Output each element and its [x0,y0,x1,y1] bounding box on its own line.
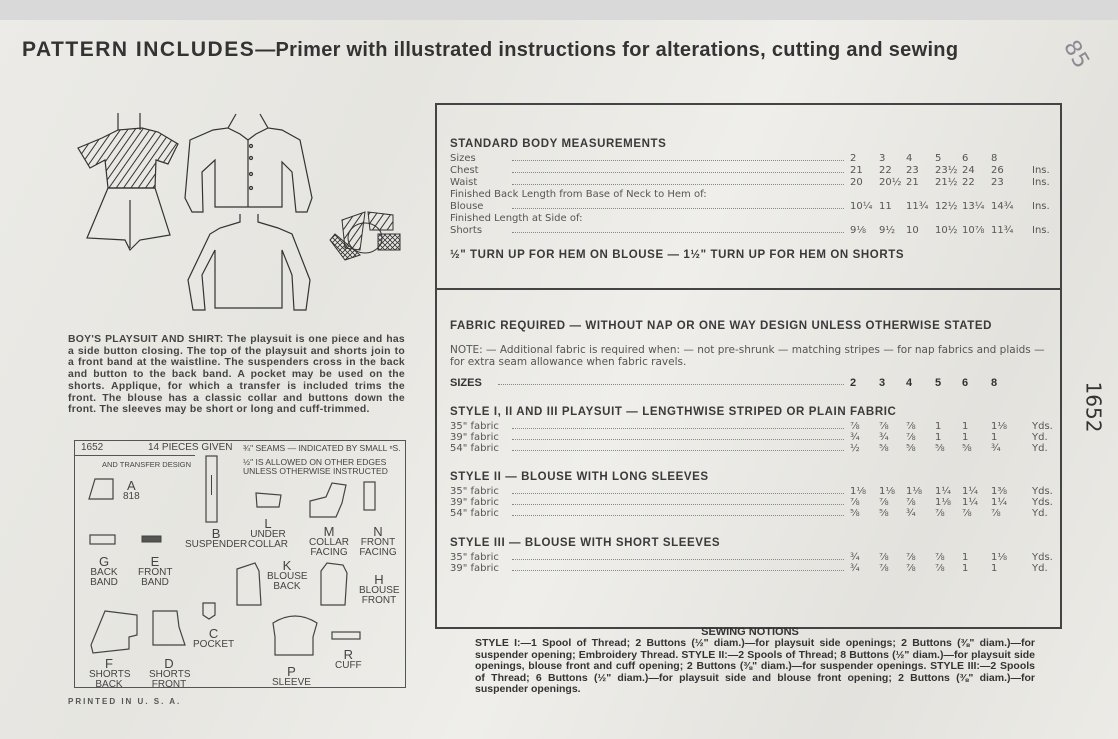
leader-dots [512,493,844,494]
box-divider [75,455,195,456]
piece-d: D SHORTS FRONT [149,656,191,690]
pattern-number: 1652 [1081,381,1106,433]
row-value: ⅝ [906,443,916,454]
section-divider [437,288,1060,290]
row-value: 21 [906,177,919,188]
row-unit: Yds. [1032,421,1053,432]
sewing-notions-title: SEWING NOTIONS [701,626,799,638]
row-unit: Ins. [1032,201,1050,212]
row-value: 10½ [935,225,958,236]
fabric-note: NOTE: — Additional fabric is required when: — not pre-shrunk — matching stripes — for nap fabrics and plaids — for extra seam allowance when fabric ravels. [450,344,1045,368]
piece-f: F SHORTS BACK [89,656,131,690]
leader-dots [512,504,844,505]
row-value: ¾ [850,563,860,574]
row-value: 3 [879,153,886,164]
row-value: 1¼ [962,497,979,508]
row-value: ¾ [906,508,916,519]
table-row [450,153,1050,165]
row-value: 21½ [935,177,958,188]
row-value: ⅞ [935,552,945,563]
leader-dots [512,450,844,451]
row-unit: Yds. [1032,552,1053,563]
piece-p: P SLEEVE [272,664,311,688]
row-value: 26 [991,165,1004,176]
row-label: Chest [450,165,479,176]
table-row [450,213,1050,225]
body-measurements-title: STANDARD BODY MEASUREMENTS [450,138,667,150]
handwritten-stamp: 85 [1058,36,1094,73]
shirt-back-illustration [188,214,310,310]
row-value: ⅞ [906,497,916,508]
piece-n: N FRONT FACING [359,524,397,558]
row-value: ⅞ [906,563,916,574]
fabric-required-title: FABRIC REQUIRED — WITHOUT NAP OR ONE WAY DESIGN UNLESS OTHERWISE STATED [450,320,993,332]
row-value: ⅞ [906,421,916,432]
row-value: 1 [935,421,942,432]
row-value: 1 [962,421,969,432]
row-value: ⅞ [879,497,889,508]
piece-k-shape [235,561,263,606]
row-value: ⅝ [935,443,945,454]
row-label: 54" fabric [450,508,499,519]
row-value: ⅞ [850,497,860,508]
row-value: 9½ [879,225,896,236]
row-label: Shorts [450,225,483,236]
row-value: ⅞ [906,432,916,443]
row-value: ⅝ [879,443,889,454]
piece-m: M COLLAR FACING [308,524,349,558]
row-value: 1 [991,432,998,443]
row-value: 1¼ [991,497,1008,508]
row-value: 10 [906,225,919,236]
row-value: ¾ [991,443,1001,454]
row-value: 2 [850,153,857,164]
piece-h-shape [317,561,349,606]
row-label: Finished Back Length from Base of Neck to Hem of: [450,189,707,200]
piece-d-shape [151,609,187,649]
row-value: 8 [991,377,998,389]
garment-illustrations [60,100,420,320]
piece-r-shape [331,631,363,641]
row-value: 1 [962,432,969,443]
fabric-style-title: STYLE III — BLOUSE WITH SHORT SLEEVES [450,537,721,549]
row-value: ½ [850,443,860,454]
leader-dots [512,428,844,429]
playsuit-illustration [78,113,178,250]
row-label: Blouse [450,201,484,212]
fabric-style-title: STYLE I, II AND III PLAYSUIT — LENGTHWISE STRIPED OR PLAIN FABRIC [450,406,897,418]
table-row [450,377,1050,389]
table-row [450,225,1050,237]
piece-b-shape [205,455,219,525]
row-value: 8 [991,153,998,164]
row-value: 5 [935,377,942,389]
row-value: 1⅛ [906,486,923,497]
table-row [450,177,1050,189]
row-unit: Ins. [1032,165,1050,176]
leader-dots [512,208,844,209]
leader-dots [512,172,844,173]
pieces-given: 14 PIECES GIVEN [148,442,233,453]
seams-line-3: UNLESS OTHERWISE INSTRUCTED [243,466,388,476]
table-row [450,165,1050,177]
row-value: 1⅛ [991,421,1008,432]
pattern-pieces-box [74,440,406,688]
row-value: 2 [850,377,857,389]
row-value: 5 [935,153,942,164]
row-value: 20 [850,177,863,188]
row-value: 23½ [935,165,958,176]
row-label: 35" fabric [450,552,499,563]
row-value: 9⅛ [850,225,867,236]
leader-dots [512,515,844,516]
row-value: 1¼ [962,486,979,497]
row-value: 22 [962,177,975,188]
row-value: 1 [962,563,969,574]
table-row [450,443,1050,455]
leader-dots [512,439,844,440]
leader-dots [512,160,844,161]
row-value: ¾ [850,432,860,443]
description-title: BOY'S PLAYSUIT AND SHIRT: [68,334,224,345]
piece-r: R CUFF [335,647,362,671]
row-value: 11¾ [906,201,929,212]
row-unit: Yds. [1032,486,1053,497]
piece-a-shape [87,477,117,501]
row-value: 14¾ [991,201,1014,212]
seams-line-1: ¾" SEAMS — INDICATED BY SMALL ⁿS. [243,443,401,453]
piece-n-shape [363,481,377,513]
row-value: 11 [879,201,892,212]
row-value: 11¾ [991,225,1014,236]
row-value: 1 [991,563,998,574]
header-lead: PATTERN INCLUDES [22,38,256,61]
shirt-front-illustration [185,114,312,212]
row-label: Finished Length at Side of: [450,213,583,224]
row-unit: Yd. [1032,432,1048,443]
row-value: 1⅛ [935,497,952,508]
row-value: 13¼ [962,201,985,212]
row-unit: Yd. [1032,563,1048,574]
row-value: 3 [879,377,886,389]
leader-dots [512,570,844,571]
row-value: ¾ [850,552,860,563]
pieces-pattern-number: 1652 [81,442,104,453]
row-label: Sizes [450,153,476,164]
table-row [450,189,1050,201]
fabric-style-title: STYLE II — BLOUSE WITH LONG SLEEVES [450,471,709,483]
piece-m-shape [308,481,348,521]
piece-c: C POCKET [193,626,235,650]
piece-f-shape [89,609,141,655]
leader-dots [512,184,844,185]
row-value: ⅝ [962,443,972,454]
row-label: 39" fabric [450,432,499,443]
row-value: 23 [991,177,1004,188]
row-unit: Ins. [1032,177,1050,188]
row-value: ⅝ [850,508,860,519]
piece-h: H BLOUSE FRONT [359,572,400,606]
pattern-header [22,38,958,62]
pattern-description [68,334,405,416]
row-value: 1 [962,552,969,563]
leader-dots [512,559,844,560]
piece-p-shape [271,609,319,657]
table-row [450,563,1050,575]
row-label: 39" fabric [450,563,499,574]
printed-in-usa: PRINTED IN U. S. A. [68,697,182,706]
row-label: Waist [450,177,478,188]
row-label: SIZES [450,377,482,389]
row-value: ⅞ [879,552,889,563]
row-value: 1⅜ [991,486,1008,497]
row-value: 24 [962,165,975,176]
piece-l: L UNDER COLLAR [248,516,289,550]
leader-dots [512,232,844,233]
row-value: ⅞ [962,508,972,519]
row-unit: Yds. [1032,497,1053,508]
row-value: 10¼ [850,201,873,212]
row-value: 1⅛ [879,486,896,497]
row-value: 4 [906,377,913,389]
row-label: 35" fabric [450,421,499,432]
piece-e-shape [141,535,163,543]
row-value: ⅞ [879,421,889,432]
row-value: 6 [962,153,969,164]
row-value: ⅞ [935,508,945,519]
row-value: 12½ [935,201,958,212]
row-label: 35" fabric [450,486,499,497]
row-value: 4 [906,153,913,164]
piece-g: G BACK BAND [90,554,118,588]
sewing-notions-text: STYLE I:—1 Spool of Thread; 2 Buttons (½" diam.)—for playsuit side openings; 2 Buttons (⅜" diam.)—for suspender opening; Embroidery Thread. STYLE II:—2 Spools of Thread; 8 Buttons (½" diam.)—for playsuit side openings, blouse front and cuff opening; 2 Buttons (⅜" diam.)—for suspender openings. STYLE III:—2 Spools of Thread; 6 Buttons (½" diam.)—for playsuit side and blouse front opening; 2 Buttons (⅜" diam.)—for suspender openings. [475,637,1035,696]
row-unit: Yd. [1032,443,1048,454]
row-value: 1⅛ [850,486,867,497]
piece-k: K BLOUSE BACK [267,558,308,592]
piece-c-shape [201,601,219,621]
piece-e: E FRONT BAND [138,554,173,588]
row-value: 21 [850,165,863,176]
row-value: ⅞ [991,508,1001,519]
table-row [450,201,1050,213]
row-unit: Ins. [1032,225,1050,236]
row-label: 39" fabric [450,497,499,508]
hem-note: ½" TURN UP FOR HEM ON BLOUSE — 1½" TURN UP FOR HEM ON SHORTS [450,249,905,261]
row-value: 1⅛ [991,552,1008,563]
row-value: ⅞ [879,563,889,574]
seams-line-2: ½" IS ALLOWED ON OTHER EDGES [243,457,387,467]
description-text: The playsuit is one piece and has a side button closing. The top of the playsuit and shorts join to a front band at the waistline. The suspenders cross in the back and button to the back band. A pocket may be used on the shorts. Applique, for which a transfer is included trims the front. The blouse has a classic collar and buttons down the front. The sleeves may be short or long and cuff-trimmed. [68,334,406,416]
row-value: ⅝ [879,508,889,519]
row-value: 1 [935,432,942,443]
row-value: ¾ [879,432,889,443]
piece-g-shape [89,534,117,546]
leader-dots [498,384,844,385]
row-value: ⅞ [906,552,916,563]
piece-b: B SUSPENDER [185,526,248,550]
row-value: ⅞ [850,421,860,432]
applique-illustration [330,212,400,260]
row-value: 10⅞ [962,225,985,236]
row-label: 54" fabric [450,443,499,454]
transfer-design: AND TRANSFER DESIGN [102,460,192,469]
row-value: 23 [906,165,919,176]
row-value: 22 [879,165,892,176]
background-strip [0,0,1118,22]
row-value: 6 [962,377,969,389]
row-value: 1¼ [935,486,952,497]
row-value: ⅞ [935,563,945,574]
table-row [450,508,1050,520]
row-unit: Yd. [1032,508,1048,519]
header-rest: —Primer with illustrated instructions for alterations, cutting and sewing [255,39,959,61]
piece-l-shape [255,491,283,511]
piece-a: A 818 [123,478,140,502]
row-value: 20½ [879,177,902,188]
